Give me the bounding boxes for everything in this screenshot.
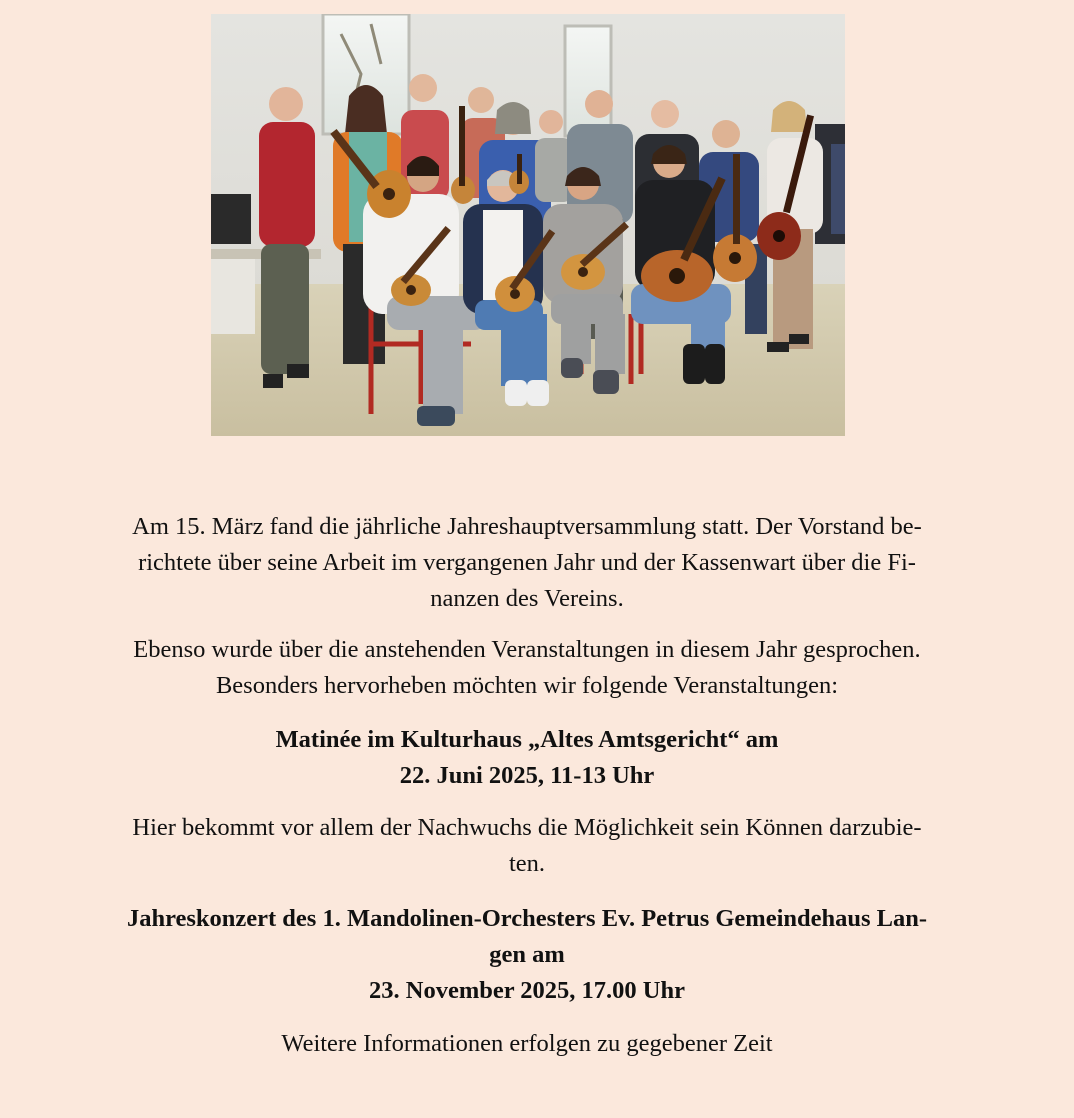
event-concert bbox=[40, 901, 1014, 1009]
paragraph-events-line2: Besonders hervorheben möchten wir folgende Veranstaltungen: bbox=[215, 672, 839, 699]
paragraph-youth bbox=[40, 810, 1014, 882]
article bbox=[40, 509, 1014, 1062]
event-matinee-date: 22. Juni 2025, 11-13 Uhr bbox=[399, 762, 655, 789]
paragraph-more-info: Weitere Informationen erfolgen zu gegebener Zeit bbox=[281, 1030, 773, 1057]
paragraph-intro-line3: nanzen des Vereins. bbox=[430, 585, 624, 612]
paragraph-youth-line2: ten. bbox=[508, 850, 546, 877]
event-matinee-title: Matinée im Kulturhaus „Altes Amtsgericht“ am bbox=[275, 726, 779, 753]
event-concert-title: Jahreskonzert des 1. Mandolinen-Orchesters Ev. Petrus Gemeindehaus Lan- bbox=[126, 905, 928, 932]
event-concert-date: 23. November 2025, 17.00 Uhr bbox=[369, 977, 685, 1004]
paragraph-intro-line2: richtete über seine Arbeit im vergangenen Jahr und der Kassenwart über die Fi- bbox=[138, 549, 916, 576]
paragraph-intro-line1: Am 15. März fand die jährliche Jahreshauptversammlung statt. Der Vorstand be- bbox=[132, 513, 922, 540]
event-matinee bbox=[40, 722, 1014, 794]
paragraph-events-line1: Ebenso wurde über die anstehenden Veranstaltungen in diesem Jahr gesprochen. bbox=[133, 636, 921, 663]
paragraph-intro bbox=[40, 509, 1014, 617]
group-photo bbox=[211, 14, 845, 436]
event-concert-title-cont: gen am bbox=[489, 941, 565, 968]
paragraph-youth-line1: Hier bekommt vor allem der Nachwuchs die Möglichkeit sein Können darzubie- bbox=[132, 814, 922, 841]
paragraph-events bbox=[40, 632, 1014, 704]
